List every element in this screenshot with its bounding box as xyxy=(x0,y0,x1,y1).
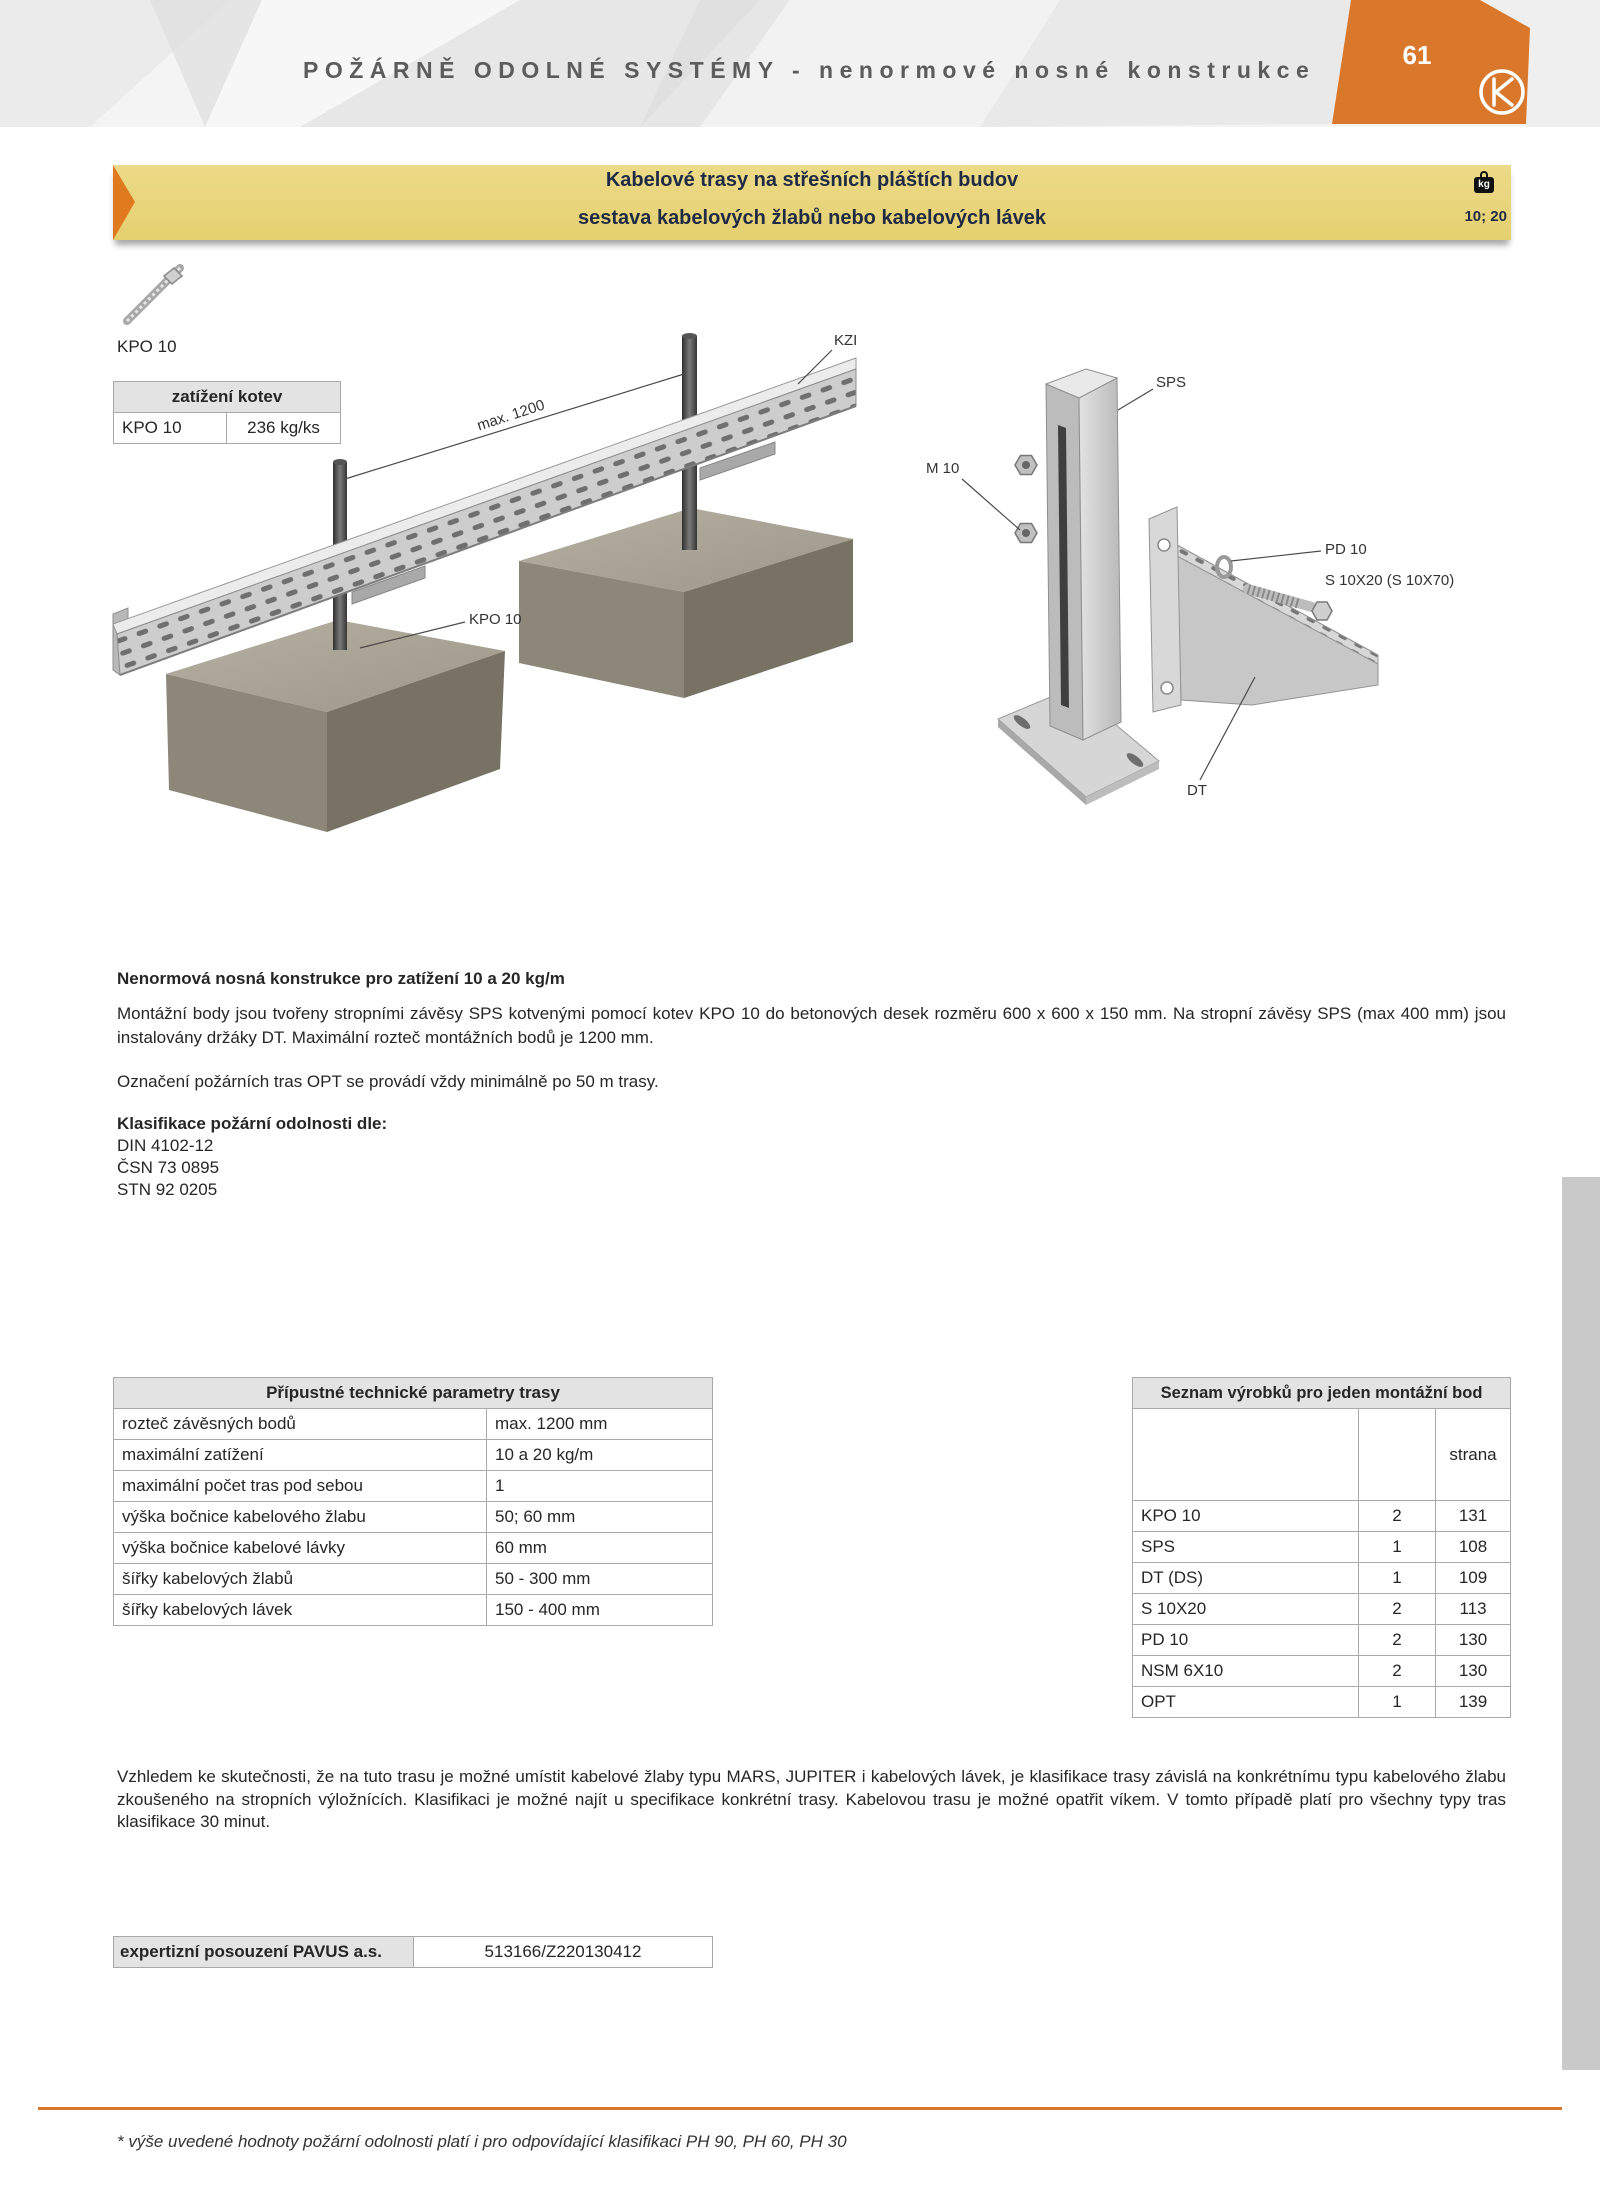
table-row xyxy=(1133,1594,1511,1625)
parameters-table-title: Přípustné technické parametry trasy xyxy=(114,1378,713,1409)
product-name: PD 10 xyxy=(1133,1625,1359,1656)
dt-bracket xyxy=(1149,507,1378,712)
product-qty: 1 xyxy=(1359,1687,1436,1718)
label-bolt: S 10X20 (S 10X70) xyxy=(1325,572,1455,589)
assessment-table xyxy=(113,1936,713,1968)
param-name: výška bočnice kabelového žlabu xyxy=(114,1502,487,1533)
param-name: šířky kabelových žlabů xyxy=(114,1564,487,1595)
classification-note: Vzhledem ke skutečnosti, že na tuto trasu je možné umístit kabelové žlaby typu MARS, JUPITER i kabelových lávek, je klasifikace trasy závislá na konkrétnímu typu kabelového žlabu zkoušeného na stropních výložnících. Klasifikaci je možné najít u specifikace konkrétní trasy. Kabelovou trasu je možné opatřit víkem. V tomto případě platí pro všechny typy tras klasifikace 30 minut. xyxy=(117,1767,1506,1831)
table-row xyxy=(114,1937,713,1968)
standard-item: STN 92 0205 xyxy=(117,1180,218,1199)
table-row xyxy=(114,1440,713,1471)
table-row xyxy=(114,413,341,444)
banner-title-line1: Kabelové trasy na střešních pláštích budov xyxy=(605,169,1019,191)
banner-title-line2: sestava kabelových žlabů nebo kabelových lávek xyxy=(577,207,1046,229)
product-name: KPO 10 xyxy=(1133,1501,1359,1532)
product-page: 130 xyxy=(1436,1625,1511,1656)
parameters-table xyxy=(113,1377,713,1626)
weight-icon-label: kg xyxy=(1474,177,1494,193)
nut-m10-upper xyxy=(1015,456,1037,475)
product-qty: 1 xyxy=(1359,1563,1436,1594)
side-tab-bar xyxy=(1562,1177,1600,2070)
param-value: max. 1200 mm xyxy=(487,1409,713,1440)
product-page: 113 xyxy=(1436,1594,1511,1625)
anchor-bolt-icon xyxy=(127,268,182,321)
classification-block xyxy=(117,1113,387,1201)
products-table-title: Seznam výrobků pro jeden montážní bod xyxy=(1133,1378,1511,1409)
product-name: DT (DS) xyxy=(1133,1563,1359,1594)
load-value: 10; 20 xyxy=(1464,208,1507,225)
table-row xyxy=(1133,1501,1511,1532)
table-header-row xyxy=(1133,1409,1511,1501)
anchor-label: KPO 10 xyxy=(117,337,177,356)
product-qty: 1 xyxy=(1359,1532,1436,1563)
footer-note: * výše uvedené hodnoty požární odolnosti platí i pro odpovídající klasifikaci PH 90, PH 60, PH 30 xyxy=(117,2132,847,2151)
table-row xyxy=(114,1595,713,1626)
footer-divider xyxy=(38,2107,1562,2110)
assessment-value: 513166/Z220130412 xyxy=(414,1937,713,1968)
label-m10: M 10 xyxy=(926,460,960,477)
product-qty: 2 xyxy=(1359,1594,1436,1625)
product-qty: 2 xyxy=(1359,1501,1436,1532)
header-cell-page: strana xyxy=(1436,1409,1511,1501)
label-dt: DT xyxy=(1187,782,1207,799)
table-row xyxy=(114,1409,713,1440)
products-table xyxy=(1132,1377,1511,1718)
param-name: šířky kabelových lávek xyxy=(114,1595,487,1626)
section-banner xyxy=(113,165,1511,240)
product-page: 131 xyxy=(1436,1501,1511,1532)
leader-m10 xyxy=(962,479,1020,530)
param-name: maximální zatížení xyxy=(114,1440,487,1471)
table-row xyxy=(114,1564,713,1595)
table-row xyxy=(114,1502,713,1533)
header-cell-empty xyxy=(1133,1409,1359,1501)
table-row xyxy=(114,1533,713,1564)
nut-m10-lower xyxy=(1015,524,1037,543)
header-cell-empty xyxy=(1359,1409,1436,1501)
marking-note: Označení požárních tras OPT se provádí vždy minimálně po 50 m trasy. xyxy=(117,1072,659,1091)
label-kpo: KPO 10 xyxy=(469,611,522,628)
label-pd10: PD 10 xyxy=(1325,541,1367,558)
table-row xyxy=(1133,1656,1511,1687)
standard-item: ČSN 73 0895 xyxy=(117,1158,220,1177)
param-name: rozteč závěsných bodů xyxy=(114,1409,487,1440)
label-max-spacing: max. 1200 xyxy=(474,396,547,435)
table-row xyxy=(1133,1625,1511,1656)
product-page: 109 xyxy=(1436,1563,1511,1594)
param-value: 50; 60 mm xyxy=(487,1502,713,1533)
product-page: 130 xyxy=(1436,1656,1511,1687)
product-name: OPT xyxy=(1133,1687,1359,1718)
label-sps: SPS xyxy=(1156,374,1187,391)
product-name: NSM 6X10 xyxy=(1133,1656,1359,1687)
table-row xyxy=(114,1471,713,1502)
anchor-load-table xyxy=(113,381,341,444)
leader-pd10 xyxy=(1231,551,1321,561)
param-value: 1 xyxy=(487,1471,713,1502)
label-kzi: KZI xyxy=(834,332,858,349)
page-number: 61 xyxy=(1402,40,1432,70)
description-paragraph: Montážní body jsou tvořeny stropními závěsy SPS kotvenými pomocí kotev KPO 10 do betonových desek rozměru 600 x 600 x 150 mm. Na stropní závěsy SPS (max 400 mm) jsou instalovány držáky DT. Maximální rozteč montážních bodů je 1200 mm. xyxy=(117,1004,1506,1047)
anchor-load: 236 kg/ks xyxy=(227,413,341,444)
param-value: 150 - 400 mm xyxy=(487,1595,713,1626)
page-header-title: POŽÁRNĚ ODOLNÉ SYSTÉMY - nenormové nosné konstrukce xyxy=(303,57,1316,83)
product-name: S 10X20 xyxy=(1133,1594,1359,1625)
table-row xyxy=(1133,1532,1511,1563)
product-qty: 2 xyxy=(1359,1625,1436,1656)
param-value: 50 - 300 mm xyxy=(487,1564,713,1595)
sps-ceiling-hanger xyxy=(1046,369,1121,740)
leader-sps xyxy=(1118,389,1153,410)
anchor-name: KPO 10 xyxy=(114,413,227,444)
description-heading: Nenormová nosná konstrukce pro zatížení 10 a 20 kg/m xyxy=(117,969,565,988)
product-page: 139 xyxy=(1436,1687,1511,1718)
product-qty: 2 xyxy=(1359,1656,1436,1687)
product-page: 108 xyxy=(1436,1532,1511,1563)
param-value: 60 mm xyxy=(487,1533,713,1564)
table-row xyxy=(1133,1563,1511,1594)
weight-icon xyxy=(1474,171,1494,193)
param-name: výška bočnice kabelové lávky xyxy=(114,1533,487,1564)
param-name: maximální počet tras pod sebou xyxy=(114,1471,487,1502)
standard-item: DIN 4102-12 xyxy=(117,1136,214,1155)
param-value: 10 a 20 kg/m xyxy=(487,1440,713,1471)
concrete-block-left xyxy=(166,620,505,832)
table-row xyxy=(1133,1687,1511,1718)
classification-heading: Klasifikace požární odolnosti dle: xyxy=(117,1114,388,1133)
assessment-label: expertizní posouzení PAVUS a.s. xyxy=(114,1937,414,1968)
anchor-load-table-title: zatížení kotev xyxy=(114,382,341,413)
product-name: SPS xyxy=(1133,1532,1359,1563)
